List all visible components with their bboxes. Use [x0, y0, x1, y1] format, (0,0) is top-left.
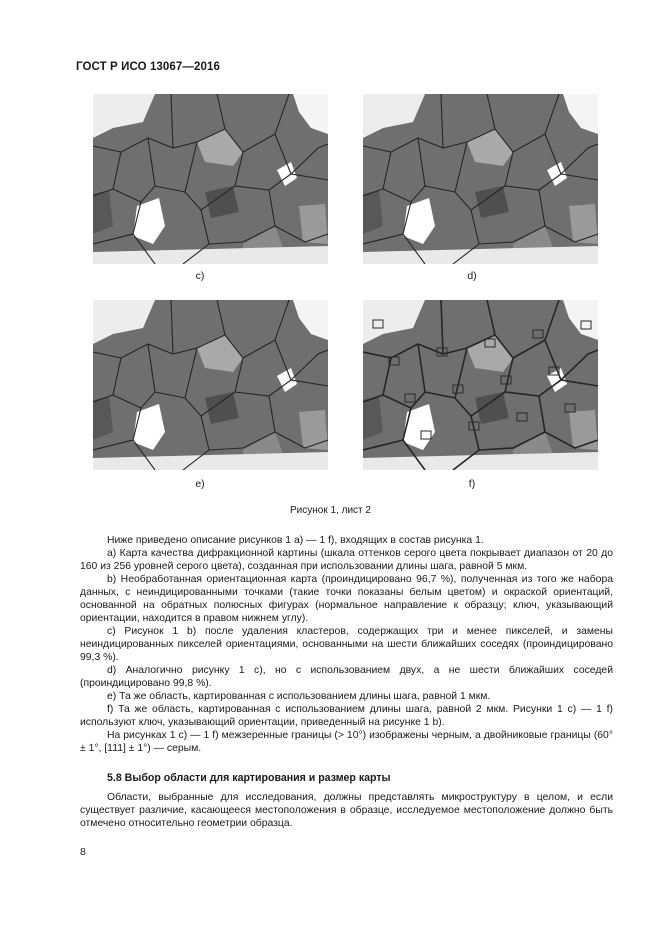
paragraph-d: d) Аналогично рисунку 1 c), но с использованием двух, а не шести ближайших соседей (проиндицировано 99,8 %).: [80, 665, 613, 689]
micrograph-c: [93, 94, 328, 264]
document-header: ГОСТ Р ИСО 13067—2016: [76, 61, 221, 73]
micrograph-d: [363, 94, 598, 264]
description-block: [80, 534, 613, 755]
section-heading: 5.8 Выбор области для картирования и размер карты: [107, 772, 391, 784]
paragraph-c: с) Рисунок 1 b) после удаления кластеров, содержащих три и менее пикселей, и замены неиндицированных пикселей ориентациями, основанными на шести ближайших соседях (проиндицировано 99,3 %).: [80, 626, 613, 663]
panel-label-f: f): [468, 478, 476, 490]
micrograph-e: [93, 300, 328, 470]
section-body: [80, 791, 613, 830]
figure-caption: Рисунок 1, лист 2: [290, 505, 371, 516]
panel-label-d: d): [467, 270, 477, 282]
paragraph-intro: Ниже приведено описание рисунков 1 а) — 1 f), входящих в состав рисунка 1.: [107, 535, 484, 546]
section-paragraph: Области, выбранные для исследования, должны представлять микроструктуру в целом, и если существует различие, касающееся местоположения в образце, исследуемое местоположение должно быть отмечено относительно геометрии образца.: [80, 792, 613, 829]
paragraph-e: e) Та же область, картированная с использованием длины шага, равной 1 мкм.: [107, 691, 491, 702]
panel-label-c: c): [195, 270, 205, 282]
paragraph-a: а) Карта качества дифракционной картины (шкала оттенков серого цвета покрывает диапазон от 20 до 160 из 256 уровней серого цвета), созданная при использовании длины шага, равной 5 мкм.: [80, 548, 613, 572]
paragraph-b: b) Необработанная ориентационная карта (проиндицировано 96,7 %), полученная из того же набора данных, с неиндицированными точками (такие точки показаны белым цветом) и окраской ориентаций, основанной на обратных полюсных фигурах (нормальное направление к образцу; ключ, указывающий ориентации, находится в правом нижнем углу).: [80, 574, 613, 624]
paragraph-boundaries: На рисунках 1 с) — 1 f) межзеренные границы (> 10°) изображены черным, а двойниковые границы (60° ± 1°, [111] ± 1°) — серым.: [80, 730, 613, 754]
paragraph-f: f) Та же область, картированная с использованием длины шага, равной 2 мкм. Рисунки 1 с) — 1 f) используют ключ, указывающий ориентации, приведенный на рисунке 1 b).: [80, 704, 613, 728]
panel-label-e: e): [195, 478, 205, 490]
page-number: 8: [80, 846, 86, 858]
micrograph-f: [363, 300, 598, 470]
